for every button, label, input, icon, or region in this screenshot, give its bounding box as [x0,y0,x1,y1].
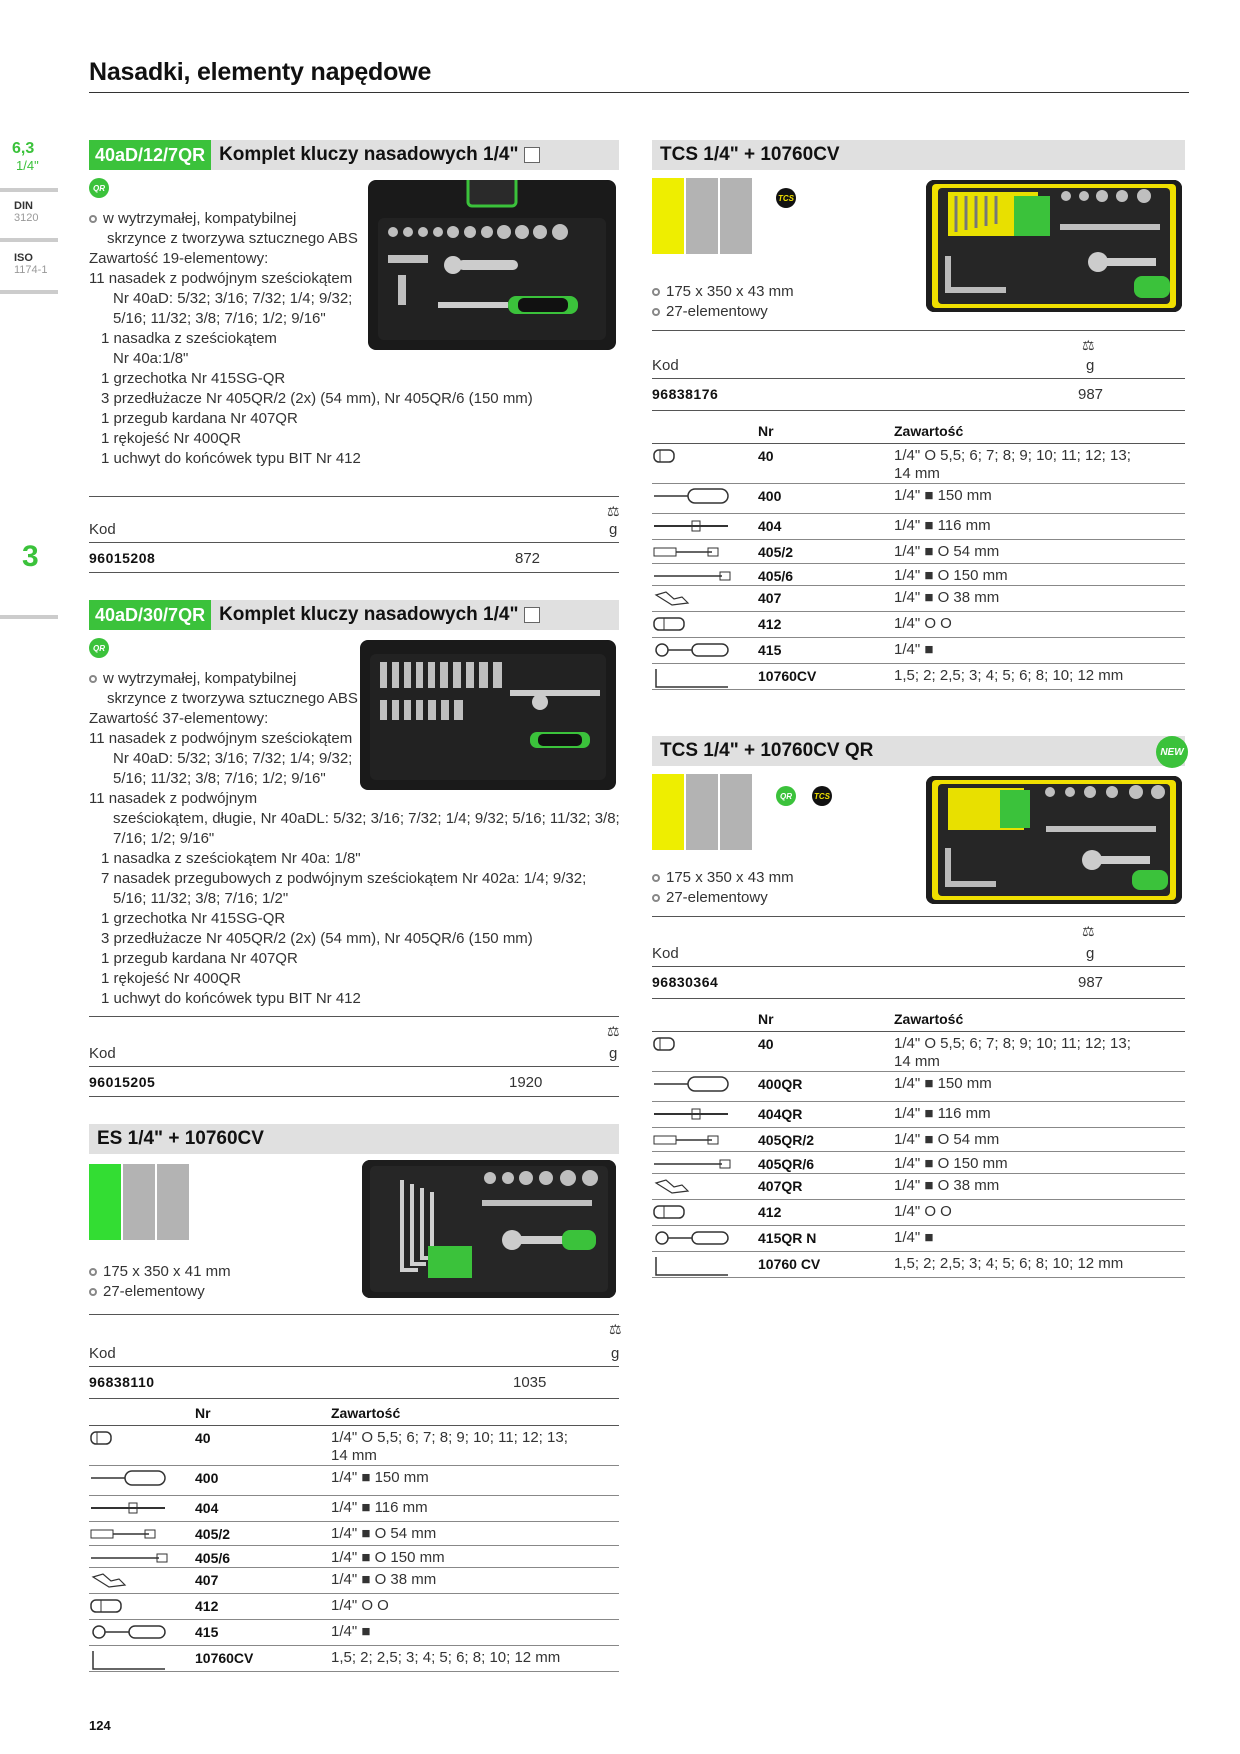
row-nr: 407 [758,590,782,606]
table-row [652,1102,1185,1128]
s2-line: w wytrzymałej, kompatybilnej [89,669,629,689]
s2-line: 1 grzechotka Nr 415SG-QR [101,910,286,927]
table-row [89,1522,619,1546]
s2-line: 1 uchwyt do końcówek typu BIT Nr 412 [101,990,361,1007]
color-swatch [157,1164,189,1240]
s4-code-number: 96838176 [652,386,719,402]
s5-kod-table [652,916,1185,999]
table-row [89,1594,619,1620]
tool-icon [89,1571,129,1593]
table-row [89,1620,619,1646]
tool-icon [89,1525,169,1547]
s4-kod-table [652,330,1185,411]
kod-label: Kod [652,357,679,374]
s5-title: TCS 1/4" + 10760CV QR [660,740,874,761]
s5-count: 27-elementowy [652,888,912,908]
table-row [89,1646,619,1672]
row-nr: 400 [758,488,782,504]
tool-icon [89,1429,115,1451]
row-content: 1/4" ■ O 54 mm [894,543,1000,560]
row-content: 1/4" ■ 150 mm [894,487,992,504]
s2-line: 11 nasadek z podwójnym sześciokątem [89,730,353,747]
color-swatch [720,178,752,254]
nr-header: Nr [195,1405,211,1421]
qr-badge-icon: QR [89,178,109,198]
s1-title: Komplet kluczy nasadowych 1/4" [211,144,540,166]
s2-line: 7 nasadek przegubowych z podwójnym sześciokątem Nr 402a: 1/4; 9/32; [101,870,587,887]
s1-line: Nr 40aD: 5/32; 3/16; 7/32; 1/4; 9/32; [113,290,353,307]
s2-line: 7/16; 1/2; 9/16" [113,830,215,847]
tool-icon [652,1203,692,1225]
s4-dims: 175 x 350 x 43 mm [652,282,912,302]
tool-icon [652,447,678,469]
s1-line: Nr 40a:1/8" [113,350,189,367]
s2-line: sześciokątem, długie, Nr 40aDL: 5/32; 3/16; 7/32; 1/4; 9/32; 5/16; 11/32; 3/8; [113,810,620,827]
row-nr: 407QR [758,1178,803,1194]
s1-line: 1 rękojeść Nr 400QR [101,430,242,447]
row-content: 1/4" ■ O 150 mm [894,1155,1008,1172]
row-nr: 10760CV [195,1650,254,1666]
drive-size-inch: 1/4" [16,158,39,173]
table-row [89,1496,619,1522]
row-nr: 412 [758,1204,782,1220]
table-header [652,418,1185,444]
page-number: 124 [89,1718,111,1733]
row-nr: 415 [195,1624,219,1640]
row-content: 1/4" ■ 150 mm [894,1075,992,1092]
s4-color-swatches [652,178,754,254]
table-header [89,1400,619,1426]
s1-line: 3 przedłużacze Nr 405QR/2 (2x) (54 mm), Nr 405QR/6 (150 mm) [101,390,533,407]
s2-line: 3 przedłużacze Nr 405QR/2 (2x) (54 mm), Nr 405QR/6 (150 mm) [101,930,533,947]
row-content: 1/4" ■ [331,1623,371,1640]
din-standard [14,200,59,224]
s2-code-number: 96015205 [89,1074,156,1090]
table-row [89,1546,619,1568]
s1-description [89,209,619,469]
row-nr: 400QR [758,1076,803,1092]
s2-code: 40aD/30/7QR [89,600,211,630]
iso-value: 1174-1 [14,264,48,276]
tool-icon [89,1469,169,1491]
tool-icon [652,543,732,565]
table-row [652,612,1185,638]
color-swatch [123,1164,155,1240]
tool-icon [652,615,692,637]
row-content: 1/4" ■ [894,641,934,658]
s1-line: Zawartość 19-elementowy: [89,250,269,267]
row-content: 1/4" ■ O 38 mm [894,589,1000,606]
bullet-icon [89,1288,97,1296]
s5-header [652,736,1185,766]
s1-code: 40aD/12/7QR [89,140,211,170]
s2-line: 5/16; 11/32; 3/8; 7/16; 1/2" [113,890,289,907]
row-nr: 415 [758,642,782,658]
table-row [652,484,1185,514]
kod-label: Kod [89,521,116,538]
row-content: 1/4" O O [894,1203,952,1220]
s1-line: skrzynce z tworzywa sztucznego ABS [107,230,358,247]
row-nr: 40 [758,1036,774,1052]
row-content: 1/4" ■ 116 mm [331,1499,428,1516]
iso-standard [14,252,59,276]
s2-kod-table [89,1016,619,1097]
row-content: 1/4" ■ O 54 mm [331,1525,437,1542]
s3-color-swatches [89,1164,191,1240]
row-nr: 405/2 [758,544,794,560]
s5-contents-table [652,1006,1185,1278]
row-nr: 40 [195,1430,211,1446]
s4-product-image [926,180,1182,312]
s5-specs [652,868,912,908]
side-divider [0,238,58,242]
row-nr: 400 [195,1470,219,1486]
tcs-badge-icon: TCS [776,188,796,208]
iso-label: ISO [14,252,33,264]
weight-scale-icon: ⚖ [607,1023,620,1039]
bullet-icon [89,215,97,223]
s3-count: 27-elementowy [89,1282,349,1302]
s4-header [652,140,1185,170]
table-row [652,1200,1185,1226]
s3-contents-table [89,1400,619,1672]
s2-line: Nr 40aD: 5/32; 3/16; 7/32; 1/4; 9/32; [113,750,353,767]
s2-line: 1 nasadka z sześciokątem Nr 40a: 1/8" [101,850,361,867]
s3-specs [89,1262,349,1302]
row-content: 1/4" ■ 116 mm [894,517,991,534]
table-row [652,564,1185,586]
content-header: Zawartość [894,423,964,439]
tool-icon [652,1229,732,1251]
table-row [652,586,1185,612]
row-content: 1/4" ■ O 54 mm [894,1131,1000,1148]
row-content: 1/4" O O [894,615,952,632]
s1-line: 5/16; 11/32; 3/8; 7/16; 1/2; 9/16" [113,310,326,327]
s1-line: w wytrzymałej, kompatybilnej [89,209,619,229]
tool-icon [652,667,732,695]
weight-scale-icon: ⚖ [1082,923,1095,939]
drive-size-mm: 6,3 [12,140,35,157]
table-row [652,1252,1185,1278]
s4-specs [652,282,912,322]
kod-label: Kod [652,945,679,962]
drive-size-tab [12,140,58,173]
s4-count: 27-elementowy [652,302,912,322]
tool-icon [652,589,692,611]
row-nr: 415QR N [758,1230,817,1246]
s2-line: 5/16; 11/32; 3/8; 7/16; 1/2; 9/16" [113,770,326,787]
table-row [652,1072,1185,1102]
s4-title: TCS 1/4" + 10760CV [660,144,840,165]
tool-icon [89,1499,169,1521]
bullet-icon [652,894,660,902]
table-row [652,540,1185,564]
s4-contents-table [652,418,1185,690]
row-content: 1/4" ■ 150 mm [331,1469,429,1486]
s5-color-swatches [652,774,754,850]
table-header [652,1006,1185,1032]
s1-line: 1 przegub kardana Nr 407QR [101,410,298,427]
s2-line: Zawartość 37-elementowy: [89,710,269,727]
din-label: DIN [14,200,33,212]
tool-icon [652,517,732,539]
nr-header: Nr [758,1011,774,1027]
s5-dims: 175 x 350 x 43 mm [652,868,912,888]
row-content: 1/4" ■ O 150 mm [331,1549,445,1566]
s5-code-number: 96830364 [652,974,719,990]
content-header: Zawartość [894,1011,964,1027]
qr-badge-icon: QR [776,786,796,806]
title-rule [89,92,1189,93]
checkbox-icon [524,147,540,163]
color-swatch [89,1164,121,1240]
color-swatch [686,774,718,850]
tool-icon [89,1649,169,1677]
row-content: 1,5; 2; 2,5; 3; 4; 5; 6; 8; 10; 12 mm [894,1255,1124,1272]
s3-code-number: 96838110 [89,1374,155,1390]
side-divider [0,615,58,619]
table-row [652,444,1185,484]
color-swatch [686,178,718,254]
row-content: 1/4" O 5,5; 6; 7; 8; 9; 10; 11; 12; 13; 14 mm [894,1035,1131,1070]
row-nr: 404QR [758,1106,803,1122]
tool-icon [89,1623,169,1645]
row-nr: 405/2 [195,1526,231,1542]
nr-header: Nr [758,423,774,439]
row-content: 1,5; 2; 2,5; 3; 4; 5; 6; 8; 10; 12 mm [894,667,1124,684]
color-swatch [652,178,684,254]
row-nr: 407 [195,1572,219,1588]
s3-title: ES 1/4" + 10760CV [97,1128,264,1149]
s1-line: 1 nasadka z sześciokątem [101,330,277,347]
row-content: 1/4" ■ O 150 mm [894,567,1008,584]
g-label: g [609,521,618,538]
tool-icon [652,641,732,663]
row-nr: 10760 CV [758,1256,821,1272]
s2-line: 1 rękojeść Nr 400QR [101,970,242,987]
s2-description [89,669,629,1009]
row-content: 1,5; 2; 2,5; 3; 4; 5; 6; 8; 10; 12 mm [331,1649,561,1666]
row-nr: 40 [758,448,774,464]
bullet-icon [652,308,660,316]
g-label: g [609,1045,618,1062]
s1-weight: 872 [515,550,541,567]
bullet-icon [652,288,660,296]
table-row [652,1128,1185,1152]
checkbox-icon [524,607,540,623]
s2-weight: 1920 [509,1074,543,1091]
table-row [89,1568,619,1594]
color-swatch [652,774,684,850]
side-divider [0,188,58,192]
tool-icon [652,1105,732,1127]
s3-product-image [362,1160,616,1298]
bullet-icon [652,874,660,882]
row-nr: 405/6 [758,568,794,584]
s1-code-number: 96015208 [89,550,156,566]
kod-label: Kod [89,1345,116,1362]
s5-product-image [926,776,1182,904]
table-row [652,1174,1185,1200]
s3-weight: 1035 [513,1374,547,1391]
weight-scale-icon: ⚖ [1082,337,1095,353]
s3-header [89,1124,619,1154]
s2-line: skrzynce z tworzywa sztucznego ABS [107,690,358,707]
qr-badge-icon: QR [89,638,109,658]
color-swatch [720,774,752,850]
row-nr: 405QR/6 [758,1156,815,1172]
s4-weight: 987 [1078,386,1104,403]
row-nr: 405/6 [195,1550,231,1566]
s3-dims: 175 x 350 x 41 mm [89,1262,349,1282]
table-row [652,514,1185,540]
row-content: 1/4" ■ O 38 mm [331,1571,437,1588]
s1-line: 1 uchwyt do końcówek typu BIT Nr 412 [101,450,361,467]
tool-icon [652,1075,732,1097]
g-label: g [1086,357,1095,374]
weight-scale-icon: ⚖ [607,503,620,519]
side-divider [0,290,58,294]
s1-line: 1 grzechotka Nr 415SG-QR [101,370,286,387]
s1-header [89,140,619,170]
bullet-icon [89,1268,97,1276]
tool-icon [652,487,732,509]
s1-line: 11 nasadek z podwójnym sześciokątem [89,270,353,287]
row-content: 1/4" O 5,5; 6; 7; 8; 9; 10; 11; 12; 13; 14 mm [331,1429,568,1464]
chapter-number: 3 [22,540,39,573]
din-value: 3120 [14,212,39,224]
tool-icon [652,1177,692,1199]
tool-icon [652,1035,678,1057]
bullet-icon [89,675,97,683]
g-label: g [611,1345,620,1362]
s2-title: Komplet kluczy nasadowych 1/4" [211,604,540,626]
row-content: 1/4" ■ O 38 mm [894,1177,1000,1194]
g-label: g [1086,945,1095,962]
table-row [652,1226,1185,1252]
tcs-badge-icon: TCS [812,786,832,806]
row-nr: 404 [195,1500,219,1516]
table-row [652,638,1185,664]
content-header: Zawartość [331,1405,401,1421]
row-content: 1/4" ■ [894,1229,934,1246]
row-nr: 10760CV [758,668,817,684]
tool-icon [652,1255,732,1283]
row-content: 1/4" ■ 116 mm [894,1105,991,1122]
page-title: Nasadki, elementy napędowe [89,58,432,86]
row-nr: 404 [758,518,782,534]
table-row [89,1426,619,1466]
row-nr: 405QR/2 [758,1132,815,1148]
s2-line: 11 nasadek z podwójnym [89,790,258,807]
s2-header [89,600,619,630]
table-row [652,1032,1185,1072]
tool-icon [89,1597,129,1619]
row-content: 1/4" O 5,5; 6; 7; 8; 9; 10; 11; 12; 13; 14 mm [894,447,1131,482]
weight-scale-icon: ⚖ [609,1321,622,1337]
row-nr: 412 [195,1598,219,1614]
s5-weight: 987 [1078,974,1104,991]
tool-icon [652,1131,732,1153]
row-nr: 412 [758,616,782,632]
kod-label: Kod [89,1045,116,1062]
s1-kod-table [89,496,619,573]
s2-line: 1 przegub kardana Nr 407QR [101,950,298,967]
s3-kod-table [89,1314,622,1399]
table-row [652,1152,1185,1174]
table-row [652,664,1185,690]
table-row [89,1466,619,1496]
row-content: 1/4" O O [331,1597,389,1614]
new-badge-icon: NEW [1156,736,1188,768]
